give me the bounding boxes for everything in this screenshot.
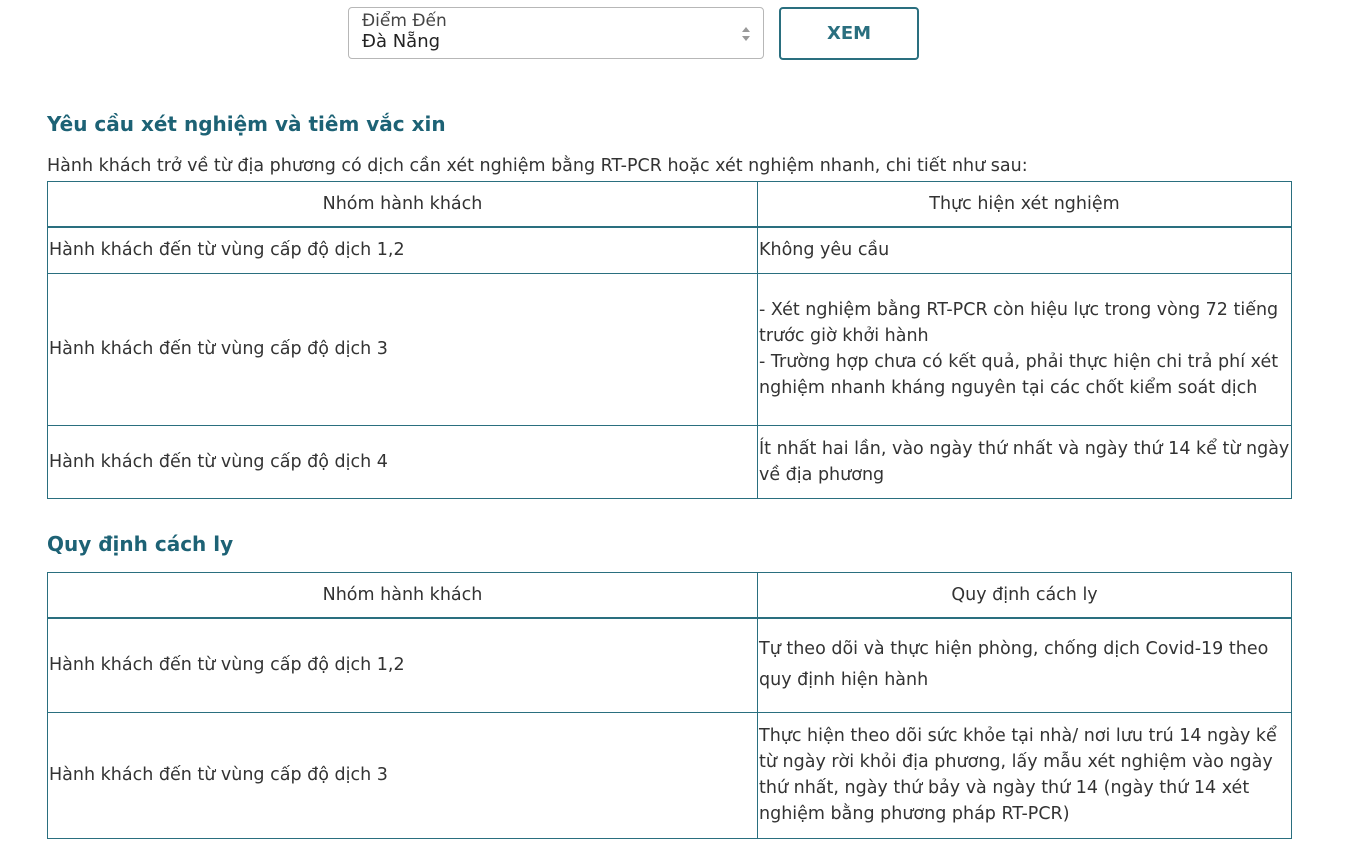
passenger-group-cell: Hành khách đến từ vùng cấp độ dịch 1,2	[48, 227, 758, 273]
table-row	[48, 425, 1292, 498]
column-header-passenger-group: Nhóm hành khách	[48, 573, 758, 619]
table-row	[48, 227, 1292, 273]
passenger-group-cell: Hành khách đến từ vùng cấp độ dịch 3	[48, 712, 758, 838]
table-row	[48, 712, 1292, 838]
quarantine-section-heading: Quy định cách ly	[47, 532, 234, 556]
table-row	[48, 618, 1292, 712]
quarantine-rules-table	[47, 572, 1292, 839]
table-row	[48, 273, 1292, 425]
testing-requirement-cell	[758, 425, 1292, 498]
table-header-row	[48, 573, 1292, 619]
requirement-text: Không yêu cầu	[759, 240, 890, 261]
up-down-arrows-icon	[741, 25, 751, 43]
quarantine-rule-cell: Tự theo dõi và thực hiện phòng, chống dịch Covid-19 theo quy định hiện hành	[758, 618, 1292, 712]
requirement-text: Ít nhất hai lần, vào ngày thứ nhất và ngày thứ 14 kể từ ngày về địa phương	[759, 438, 1290, 485]
view-button[interactable]: XEM	[779, 7, 919, 60]
requirement-text: - Trường hợp chưa có kết quả, phải thực hiện chi trả phí xét nghiệm nhanh kháng nguyên tại các chốt kiểm soát dịch	[759, 352, 1279, 398]
table-header-row	[48, 182, 1292, 228]
requirement-text: - Xét nghiệm bằng RT-PCR còn hiệu lực trong vòng 72 tiếng trước giờ khởi hành	[759, 300, 1279, 346]
column-header-quarantine: Quy định cách ly	[758, 573, 1292, 619]
destination-select-value: Đà Nẵng	[362, 31, 441, 52]
passenger-group-cell: Hành khách đến từ vùng cấp độ dịch 3	[48, 273, 758, 425]
testing-requirement-cell	[758, 227, 1292, 273]
destination-select-label: Điểm Đến	[362, 11, 447, 31]
destination-select[interactable]	[348, 7, 764, 59]
testing-requirement-cell	[758, 273, 1292, 425]
testing-section-heading: Yêu cầu xét nghiệm và tiêm vắc xin	[47, 112, 446, 136]
column-header-testing: Thực hiện xét nghiệm	[758, 182, 1292, 228]
quarantine-rule-cell: Thực hiện theo dõi sức khỏe tại nhà/ nơi lưu trú 14 ngày kể từ ngày rời khỏi địa phương, lấy mẫu xét nghiệm vào ngày thứ nhất, ngày thứ bảy và ngày thứ 14 (ngày thứ 14 xét nghiệm bằng phương pháp RT-PCR)	[758, 712, 1292, 838]
testing-section-intro: Hành khách trở về từ địa phương có dịch cần xét nghiệm bằng RT-PCR hoặc xét nghiệm nhanh, chi tiết như sau:	[47, 156, 1028, 176]
passenger-group-cell: Hành khách đến từ vùng cấp độ dịch 1,2	[48, 618, 758, 712]
column-header-passenger-group: Nhóm hành khách	[48, 182, 758, 228]
passenger-group-cell: Hành khách đến từ vùng cấp độ dịch 4	[48, 425, 758, 498]
testing-requirements-table	[47, 181, 1292, 499]
